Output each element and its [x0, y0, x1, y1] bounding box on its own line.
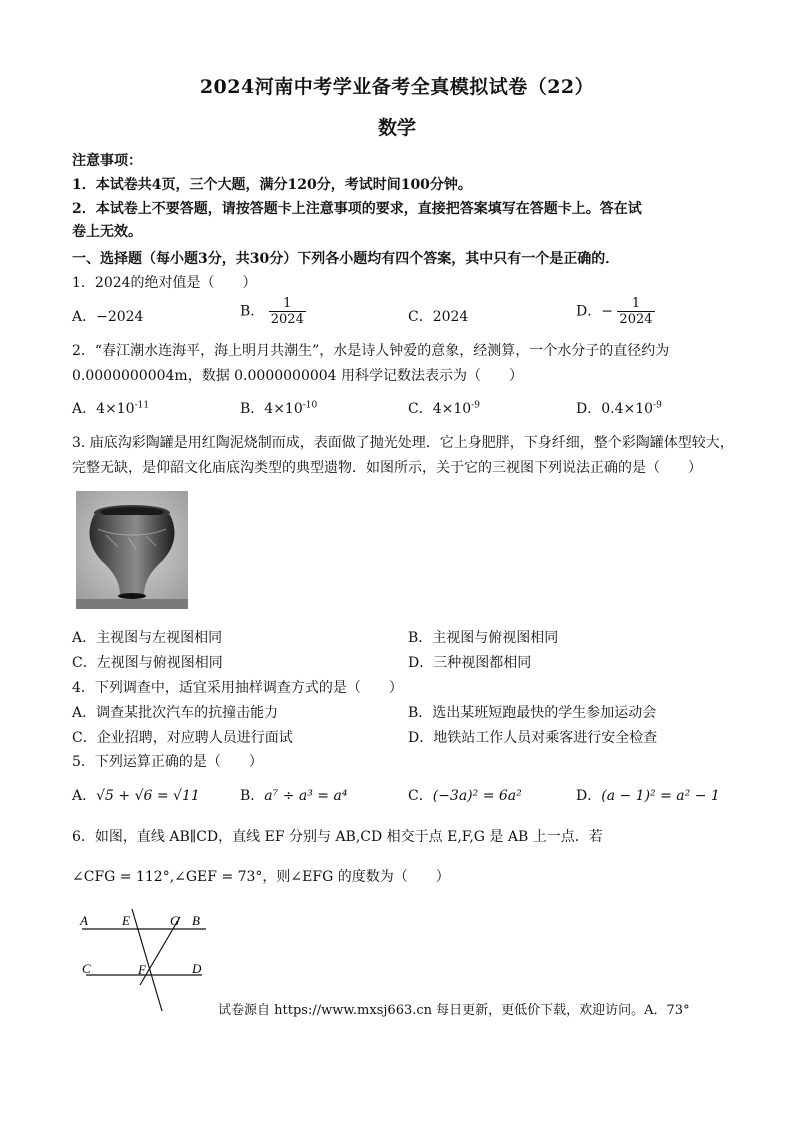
- q5-option-c: [408, 785, 522, 805]
- q1-option-b-denominator: 2024: [270, 312, 304, 327]
- label-e: E: [122, 913, 130, 928]
- label-a: A: [80, 913, 88, 928]
- label-f: F: [138, 962, 146, 977]
- q2-option-a: [72, 398, 149, 418]
- line-ef: [132, 909, 162, 1011]
- q2-option-c-exponent: -9: [471, 400, 480, 411]
- q5-option-c-prefix: C．: [408, 788, 433, 804]
- q5-option-a-prefix: A．: [72, 788, 97, 804]
- q3-option-b: B．主视图与俯视图相同: [408, 630, 559, 646]
- q2-option-c-base: C．4×10: [408, 401, 472, 417]
- q3-option-a: A．主视图与左视图相同: [72, 630, 223, 646]
- q4-option-d: D．地铁站工作人员对乘客进行安全检查: [408, 730, 658, 746]
- q5-option-c-expression: (−3a)² = 6a²: [432, 788, 522, 804]
- pottery-jar-photo: [76, 491, 188, 609]
- q1-stem: 1．2024的绝对值是（ ）: [72, 275, 257, 291]
- q2-option-b: [240, 398, 317, 418]
- section-1-heading: 一、选择题（每小题3分，共30分）下列各小题均有四个答案，其中只有一个是正确的．: [72, 251, 620, 267]
- label-d: D: [192, 961, 202, 976]
- q3-stem-1: 3. 庙底沟彩陶罐是用红陶泥烧制而成，表面做了抛光处理．它上身肥胖，下身纤细，整个彩陶罐体型较大，: [72, 435, 734, 451]
- q5-stem: 5．下列运算正确的是（ ）: [72, 754, 263, 770]
- q2-option-d: [576, 398, 662, 418]
- q5-option-a: [72, 785, 200, 805]
- q1-option-d: [576, 296, 655, 327]
- q4-stem: 4．下列调查中，适宜采用抽样调查方式的是（ ）: [72, 680, 403, 696]
- q2-stem-2: 0.0000000004m，数据 0.0000000004 用科学记数法表示为（ ）: [72, 368, 524, 384]
- q2-option-d-base: D．0.4×10: [576, 401, 654, 417]
- q5-option-a-expression: √5 + √6 = √11: [96, 788, 200, 804]
- q3-stem-2: 完整无缺，是仰韶文化庙底沟类型的典型遗物．如图所示，关于它的三视图下列说法正确的是（ ）: [72, 460, 702, 476]
- q5-option-d-expression: (a − 1)² = a² − 1: [601, 788, 720, 804]
- q1-option-d-numerator: 1: [617, 296, 654, 312]
- exam-subject: 数学: [377, 117, 416, 139]
- notice-item-2b: 卷上无效。: [72, 224, 142, 240]
- notice-item-1: 1．本试卷共4页，三个大题，满分120分，考试时间100分钟。: [72, 177, 472, 193]
- q6-stem-2: ∠CFG = 112°,∠GEF = 73°，则∠EFG 的度数为（ ）: [72, 869, 450, 885]
- q1-option-a: A．−2024: [72, 309, 144, 325]
- label-c: C: [82, 961, 91, 976]
- q1-option-b: [240, 296, 306, 327]
- q5-option-b-expression: a⁷ ÷ a³ = a⁴: [264, 788, 348, 804]
- q5-option-d-prefix: D．: [576, 788, 602, 804]
- label-b: B: [192, 913, 200, 928]
- q2-option-b-exponent: -10: [302, 400, 318, 411]
- notice-item-2a: 2．本试卷上不要答题，请按答题卡上注意事项的要求，直接把答案填写在答题卡上。答在试: [72, 201, 642, 217]
- parallel-lines-figure: [76, 905, 216, 1017]
- q3-option-c: C．左视图与俯视图相同: [72, 655, 223, 671]
- q5-option-b: [240, 785, 347, 805]
- q2-option-a-exponent: -11: [134, 400, 150, 411]
- source-footer: 试卷源自 https://www.mxsj663.cn 每日更新，更低价下载，欢迎访问。A．73°: [218, 1003, 690, 1018]
- notice-heading: 注意事项：: [72, 153, 142, 169]
- q3-option-d: D．三种视图都相同: [408, 655, 532, 671]
- q4-option-a: A．调查某批次汽车的抗撞击能力: [72, 705, 279, 721]
- q2-option-b-base: B．4×10: [240, 401, 303, 417]
- q2-option-c: [408, 398, 480, 418]
- q1-option-b-prefix: B．: [240, 303, 265, 320]
- q6-stem-1: 6．如图，直线 AB∥CD，直线 EF 分别与 AB,CD 相交于点 E,F,G 是 AB 上一点．若: [72, 829, 603, 845]
- q5-option-b-prefix: B．: [240, 788, 265, 804]
- q4-option-c: C．企业招聘，对应聘人员进行面试: [72, 730, 293, 746]
- q1-option-b-numerator: 1: [269, 296, 306, 312]
- q2-option-d-exponent: -9: [653, 400, 662, 411]
- q5-option-d: [576, 785, 720, 805]
- q4-option-b: B．选出某班短跑最快的学生参加运动会: [408, 705, 657, 721]
- q1-option-b-fraction: [269, 296, 306, 327]
- q2-option-a-base: A．4×10: [72, 401, 135, 417]
- q1-option-c: C．2024: [408, 309, 469, 325]
- q1-option-d-prefix: D．−: [576, 303, 613, 320]
- q1-option-d-denominator: 2024: [619, 312, 653, 327]
- label-g: G: [170, 913, 180, 928]
- q2-stem-1: 2．“春江潮水连海平，海上明月共潮生”，水是诗人钟爱的意象，经测算，一个水分子的直径约为: [72, 343, 670, 359]
- q1-option-d-fraction: [617, 296, 654, 327]
- exam-title: 2024河南中考学业备考全真模拟试卷（22）: [199, 76, 595, 98]
